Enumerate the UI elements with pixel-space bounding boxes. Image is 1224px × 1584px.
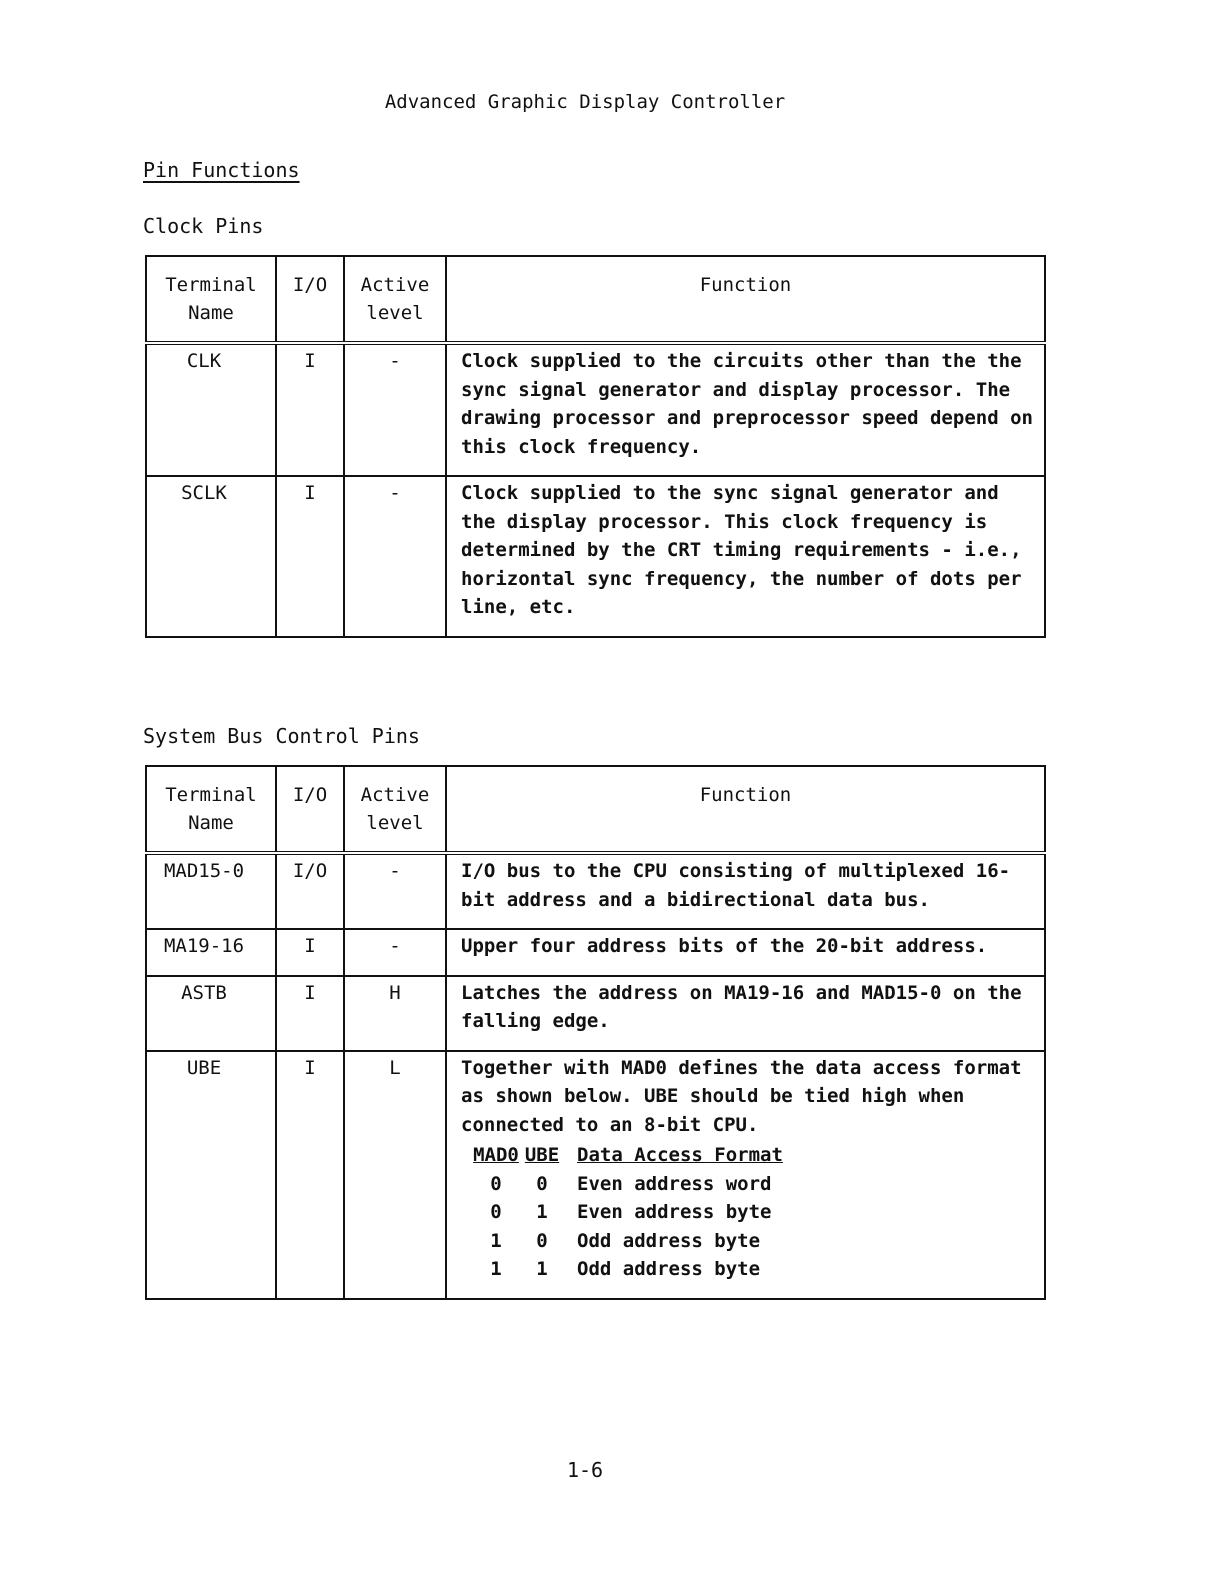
format-value: Even address word [577, 1172, 772, 1195]
table-row [146, 476, 1045, 637]
ube-value: 0 [536, 1172, 548, 1195]
terminal-name-cell: MA19-16 [146, 929, 276, 976]
table-row [146, 929, 1045, 976]
function-header: Function [446, 256, 1045, 343]
terminal-name-cell: SCLK [146, 476, 276, 637]
mad0-value: 1 [490, 1258, 502, 1280]
io-header: I/O [276, 256, 344, 343]
active-level-cell: - [344, 343, 446, 476]
terminal-name-header: Terminal Name [146, 766, 276, 853]
active-level-cell: - [344, 476, 446, 637]
io-header: I/O [276, 766, 344, 853]
table-header-row [146, 256, 1045, 343]
format-value: Odd address byte [577, 1229, 761, 1252]
format-row [473, 1170, 783, 1199]
table-row [146, 1051, 1045, 1299]
active-level-cell: H [344, 976, 446, 1051]
ube-value: 1 [536, 1201, 548, 1223]
format-header: Data Access Format [577, 1144, 783, 1166]
format-row [473, 1255, 783, 1284]
table-row [146, 853, 1045, 929]
function-cell: I/O bus to the CPU consisting of multiplexed 16-bit address and a bidirectional data bus. [446, 853, 1045, 929]
io-cell: I/O [276, 853, 344, 929]
io-cell: I [276, 476, 344, 637]
function-cell: Clock supplied to the circuits other than the the sync signal generator and display processor. The drawing processor and preprocessor speed depend on this clock frequency. [446, 343, 1045, 476]
page-number: 1-6 [566, 1458, 604, 1482]
format-row [473, 1227, 783, 1256]
table-header-row [146, 766, 1045, 853]
terminal-name-cell: UBE [146, 1051, 276, 1299]
format-header-row [473, 1141, 783, 1170]
mad0-value: 0 [490, 1172, 502, 1195]
clock-pins-table [145, 255, 1046, 638]
active-level-cell: - [344, 853, 446, 929]
io-cell: I [276, 976, 344, 1051]
function-cell: Latches the address on MA19-16 and MAD15-0 on the falling edge. [446, 976, 1045, 1051]
ube-value: 1 [536, 1258, 548, 1280]
section-heading: Pin Functions [143, 158, 300, 182]
function-cell-with-format-table [446, 1051, 1045, 1299]
format-row [473, 1198, 783, 1227]
function-text: Together with MAD0 defines the data access format as shown below. UBE should be tied high when connected to an 8-bit CPU. [461, 1056, 1022, 1136]
mad0-value: 0 [490, 1201, 502, 1223]
active-level-header: Active level [344, 766, 446, 853]
terminal-name-cell: ASTB [146, 976, 276, 1051]
terminal-name-header: Terminal Name [146, 256, 276, 343]
active-level-cell: L [344, 1051, 446, 1299]
function-header: Function [446, 766, 1045, 853]
function-cell: Clock supplied to the sync signal generator and the display processor. This clock frequency is determined by the CRT timing requirements - i.e., horizontal sync frequency, the number of dots per line, etc. [446, 476, 1045, 637]
format-value: Odd address byte [577, 1258, 761, 1280]
data-access-format-table [473, 1141, 783, 1284]
io-cell: I [276, 1051, 344, 1299]
system-bus-pins-table [145, 765, 1046, 1300]
terminal-name-cell: MAD15-0 [146, 853, 276, 929]
terminal-name-cell: CLK [146, 343, 276, 476]
document-title: Advanced Graphic Display Controller [384, 91, 786, 113]
ube-header: UBE [524, 1144, 560, 1166]
clock-pins-caption: Clock Pins [143, 214, 264, 238]
function-cell: Upper four address bits of the 20-bit address. [446, 929, 1045, 976]
mad0-header: MAD0 [473, 1144, 519, 1166]
ube-value: 0 [536, 1229, 548, 1252]
io-cell: I [276, 343, 344, 476]
system-bus-pins-caption: System Bus Control Pins [143, 724, 420, 748]
active-level-header: Active level [344, 256, 446, 343]
table-row [146, 976, 1045, 1051]
table-row [146, 343, 1045, 476]
mad0-value: 1 [490, 1229, 502, 1252]
active-level-cell: - [344, 929, 446, 976]
format-value: Even address byte [577, 1201, 772, 1223]
io-cell: I [276, 929, 344, 976]
